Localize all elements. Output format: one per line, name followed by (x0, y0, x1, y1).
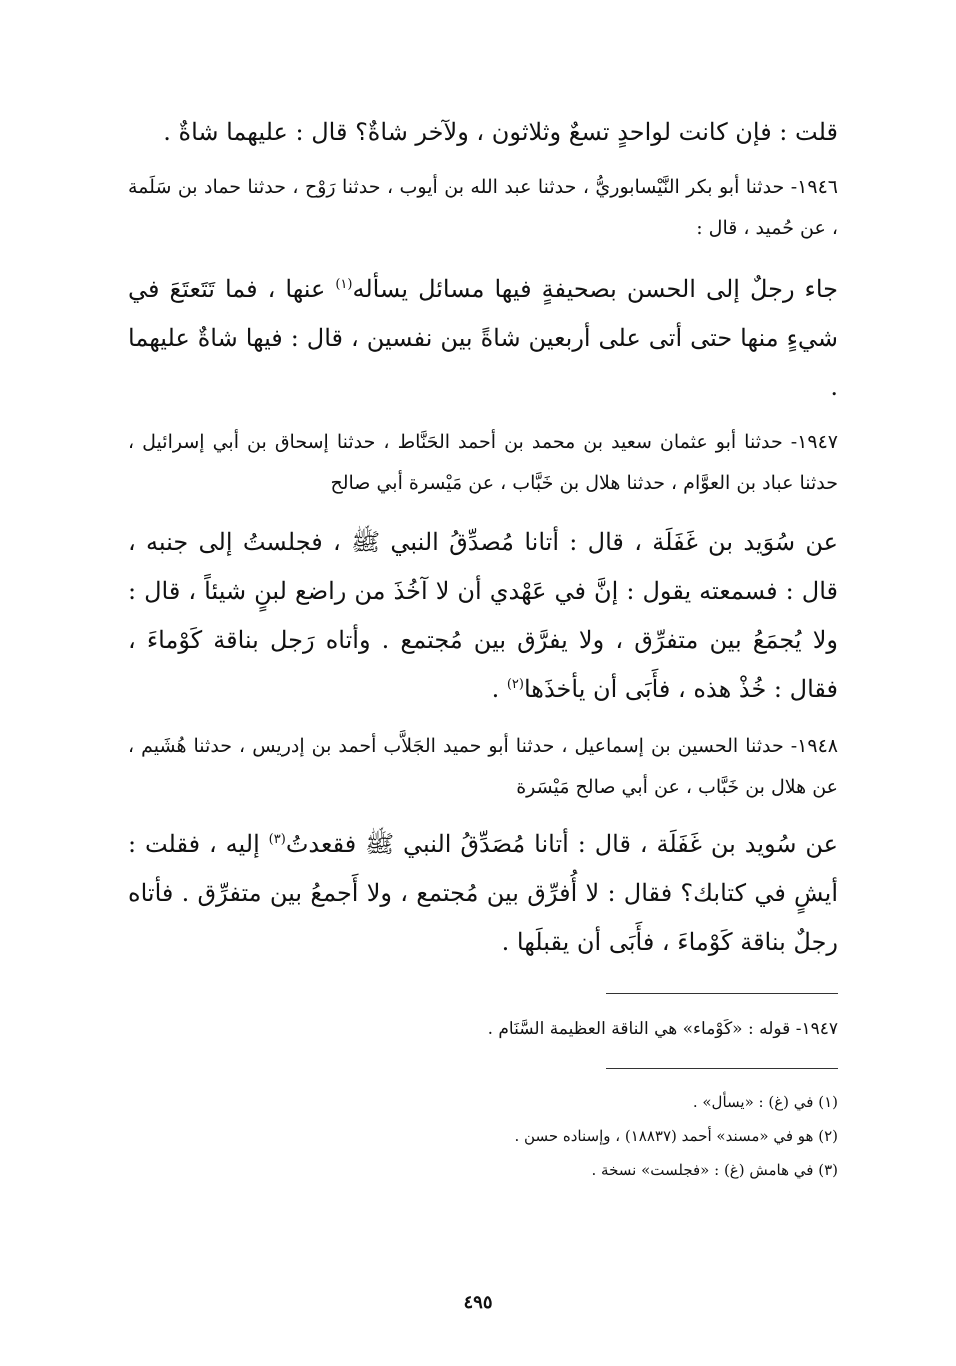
paragraph-text: عنها ، فما تَتَعتَعَ في شيءٍ منها حتى أتى على أربعين شاةً بين نفسين ، قال : فيها شاةٌ عليهما . (128, 275, 838, 401)
paragraph-text: . (491, 675, 500, 703)
text-paragraph (128, 108, 838, 157)
page-number: ٤٩٥ (463, 1292, 493, 1313)
footnote-marker-3[interactable]: (٣) (268, 832, 286, 847)
paragraph-text: ١٩٤٦- حدثنا أبو بكر النَّيْسابوريُّ ، حدثنا عبد الله بن أيوب ، حدثنا رَوْح ، حدثنا حماد بن سَلَمة ، عن حُميد ، قال : (128, 176, 838, 239)
footnote-2: (٢) هو في «مسند» أحمد (١٨٨٣٧) ، وإسناده حسن . (514, 1127, 838, 1145)
paragraph-text: إليه ، فقلت : أيشٍ في كتابك؟ فقال : لا أُفرِّق بين مُجتمع ، ولا أَجمعُ بين متفرِّق . فأتاه رجلٌ بناقة كَوْماءَ ، فأَبَى أن يقبلَها . (128, 830, 838, 956)
commentary-note: ١٩٤٧- قوله : «كَوْماء» هي الناقة العظيمة السَّنَام . (487, 1019, 838, 1039)
text-paragraph (128, 820, 838, 967)
hadith-chain-1947 (128, 422, 838, 504)
text-paragraph (128, 518, 838, 714)
paragraph-text: عن سُويد بن غَفَلَة ، قال : أتانا مُصَدِّقُ النبي ﷺ فقعدتُ (285, 830, 838, 858)
paragraph-text: ١٩٤٧- حدثنا أبو عثمان سعيد بن محمد بن أحمد الحَنَّاط ، حدثنا إسحاق بن أبي إسرائيل ، حدثنا عباد بن العوَّام ، حدثنا هلال بن خَبَّاب ، عن مَيْسرة أبي صالح (128, 431, 838, 494)
hadith-chain-1946 (128, 167, 838, 249)
footnote-separator (606, 1068, 838, 1069)
footnotes (128, 1085, 838, 1187)
text-paragraph (128, 265, 838, 412)
hadith-chain-1948 (128, 726, 838, 808)
paragraph-text: ١٩٤٨- حدثنا الحسين بن إسماعيل ، حدثنا أبو حميد الجَلاَّب أحمد بن إدريس ، حدثنا هُشَيم ، عن هلال بن خَبَّاب ، عن أبي صالح مَيْسَرة (128, 735, 838, 798)
paragraph-text: جاء رجلٌ إلى الحسن بصحيفةٍ فيها مسائل يسأله (352, 275, 838, 303)
footnote-marker-2[interactable]: (٢) (506, 677, 524, 692)
footnote-1: (١) في (غ) : «يسأل» . (692, 1093, 838, 1111)
footnote-marker-1[interactable]: (١) (335, 277, 353, 292)
paragraph-text: قلت : فإن كانت لواحدٍ تسعٌ وثلاثون ، ولآخر شاةٌ؟ قال : عليهما شاةٌ . (163, 118, 838, 146)
separator-rule (606, 993, 838, 994)
footnote-3: (٣) في هامش (غ) : «فجلست» نسخة . (591, 1161, 838, 1179)
paragraph-text: عن سُوَيد بن غَفَلَة ، قال : أتانا مُصدِّقُ النبي ﷺ ، فجلستُ إلى جنبه ، قال : فسمعته يقول : إنَّ في عَهْدي أن لا آخُذَ من راضع لبنٍ شيئاً ، قال : ولا يُجمَعُ بين متفرِّق ، ولا يفرَّق بين مُجتمع . وأتاه رَجل بناقة كَوْماءَ ، فقال : خُذْ هذه ، فأَبَى أن يأخذَها (128, 528, 839, 703)
